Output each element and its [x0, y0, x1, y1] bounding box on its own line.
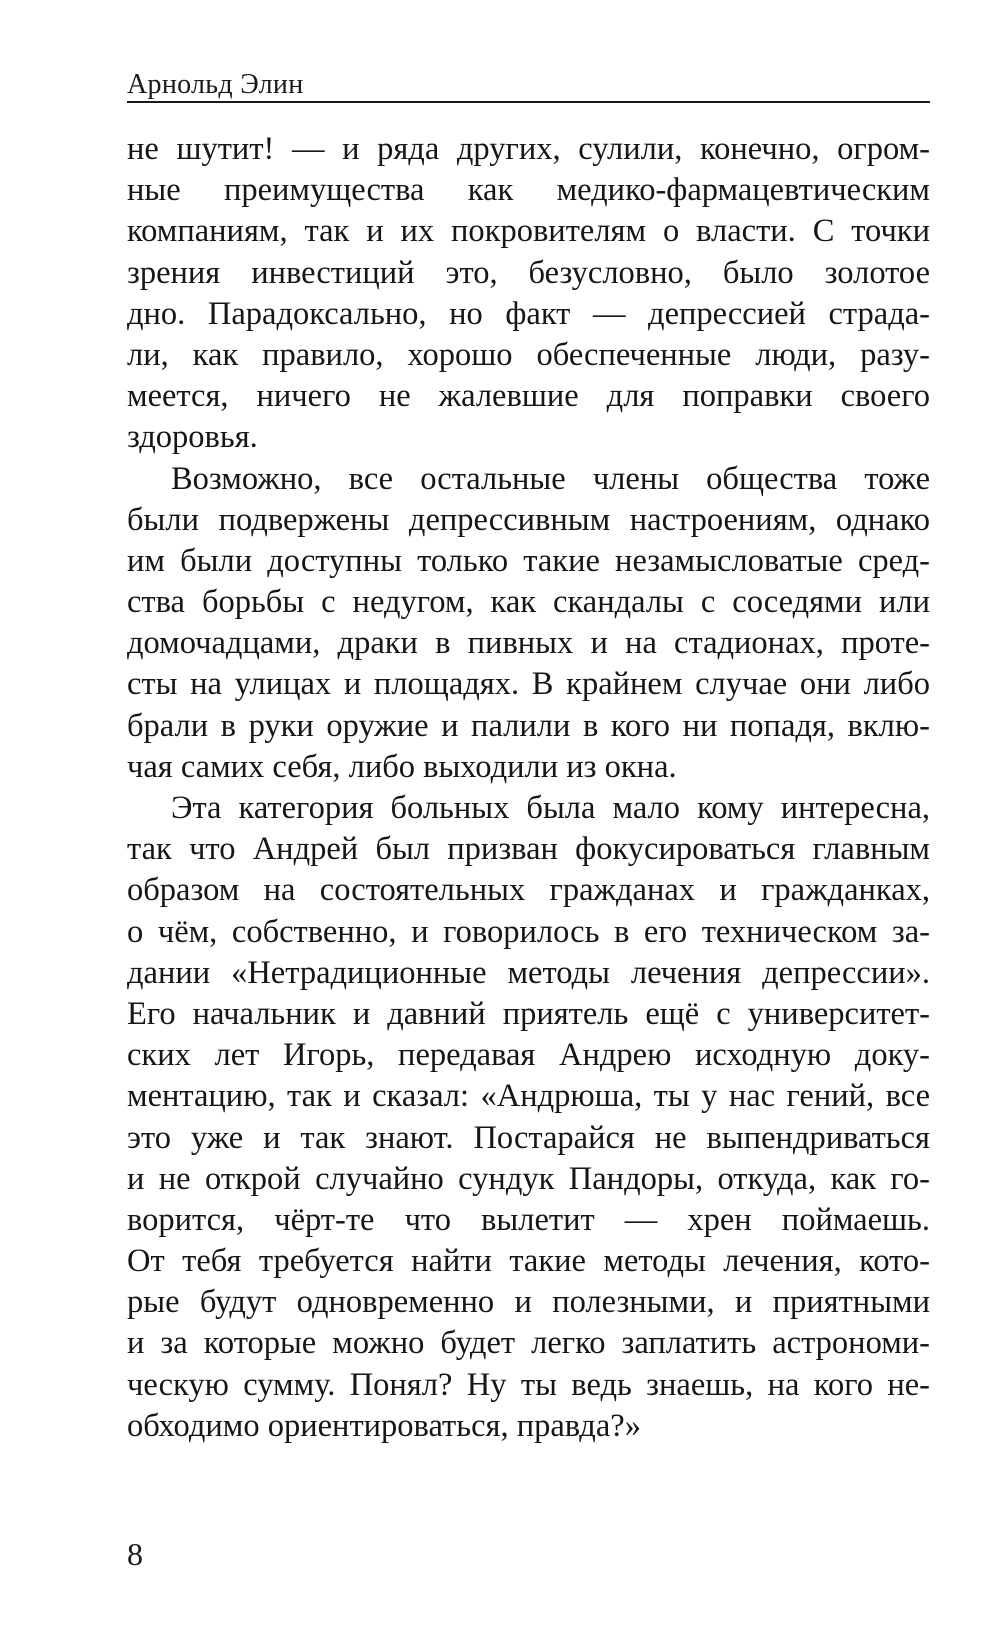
text-line: это уже и так знают. Постарайся не выпендриваться [127, 1119, 930, 1156]
text-line: рые будут одновременно и полезными, и приятными [127, 1284, 930, 1321]
text-line: Возможно, все остальные члены общества тоже [171, 460, 930, 497]
text-line: ворится, чёрт-те что вылетит — хрен поймаешь. [127, 1201, 930, 1238]
paragraph [127, 459, 930, 789]
text-line: ли, как правило, хорошо обеспеченные люди, разу- [127, 336, 930, 373]
text-line: ских лет Игорь, передавая Андрею исходную доку- [127, 1037, 930, 1074]
text-line: им были доступны только такие незамысловатые сред- [127, 542, 930, 579]
text-line: не шутит! — и ряда других, сулили, конечно, огром- [127, 131, 930, 167]
text-line: о чём, собственно, и говорилось в его техническом за- [127, 913, 930, 950]
running-head-author: Арнольд Элин [127, 69, 304, 100]
text-line: ческую сумму. Понял? Ну ты ведь знаешь, на кого не- [127, 1366, 930, 1403]
text-line: ментацию, так и сказал: «Андрюша, ты у нас гений, все [127, 1078, 930, 1115]
body-text [127, 129, 930, 1447]
text-line: сты на улицах и площадях. В крайнем случае они либо [127, 666, 930, 703]
text-line: компаниям, так и их покровителям о власти. С точки [127, 213, 930, 250]
text-line: здоровья. [127, 419, 258, 456]
paragraph [127, 129, 930, 459]
text-line: Эта категория больных была мало кому интересна, [171, 790, 930, 826]
text-line: брали в руки оружие и палили в кого ни попадя, вклю- [127, 707, 930, 744]
text-line: зрения инвестиций это, безусловно, было золотое [127, 254, 930, 291]
text-line: Его начальник и давний приятель ещё с университет- [127, 995, 930, 1032]
paragraph [127, 788, 930, 1447]
text-line: и не открой случайно сундук Пандоры, откуда, как го- [127, 1160, 930, 1197]
text-line: ные преимущества как медико-фармацевтическим [127, 172, 930, 209]
page-number: 8 [127, 1536, 143, 1572]
text-line: дании «Нетрадиционные методы лечения депрессии». [127, 954, 930, 991]
text-line: так что Андрей был призван фокусироваться главным [127, 831, 930, 868]
text-line: дно. Парадоксально, но факт — депрессией страда- [127, 295, 930, 332]
text-line: образом на состоятельных гражданах и гражданках, [127, 872, 930, 909]
text-line: От тебя требуется найти такие методы лечения, кото- [127, 1243, 930, 1280]
text-line: обходимо ориентироваться, правда?» [127, 1407, 641, 1444]
text-line: чая самих себя, либо выходили из окна. [127, 748, 677, 785]
text-line: и за которые можно будет легко заплатить астрономи- [127, 1325, 930, 1362]
header-rule [127, 101, 930, 103]
text-line: ства борьбы с недугом, как скандалы с соседями или [127, 584, 930, 621]
text-line: меется, ничего не жалевшие для поправки своего [127, 378, 930, 415]
text-line: были подвержены депрессивным настроениям, однако [127, 501, 930, 538]
text-line: домочадцами, драки в пивных и на стадионах, проте- [127, 625, 930, 662]
